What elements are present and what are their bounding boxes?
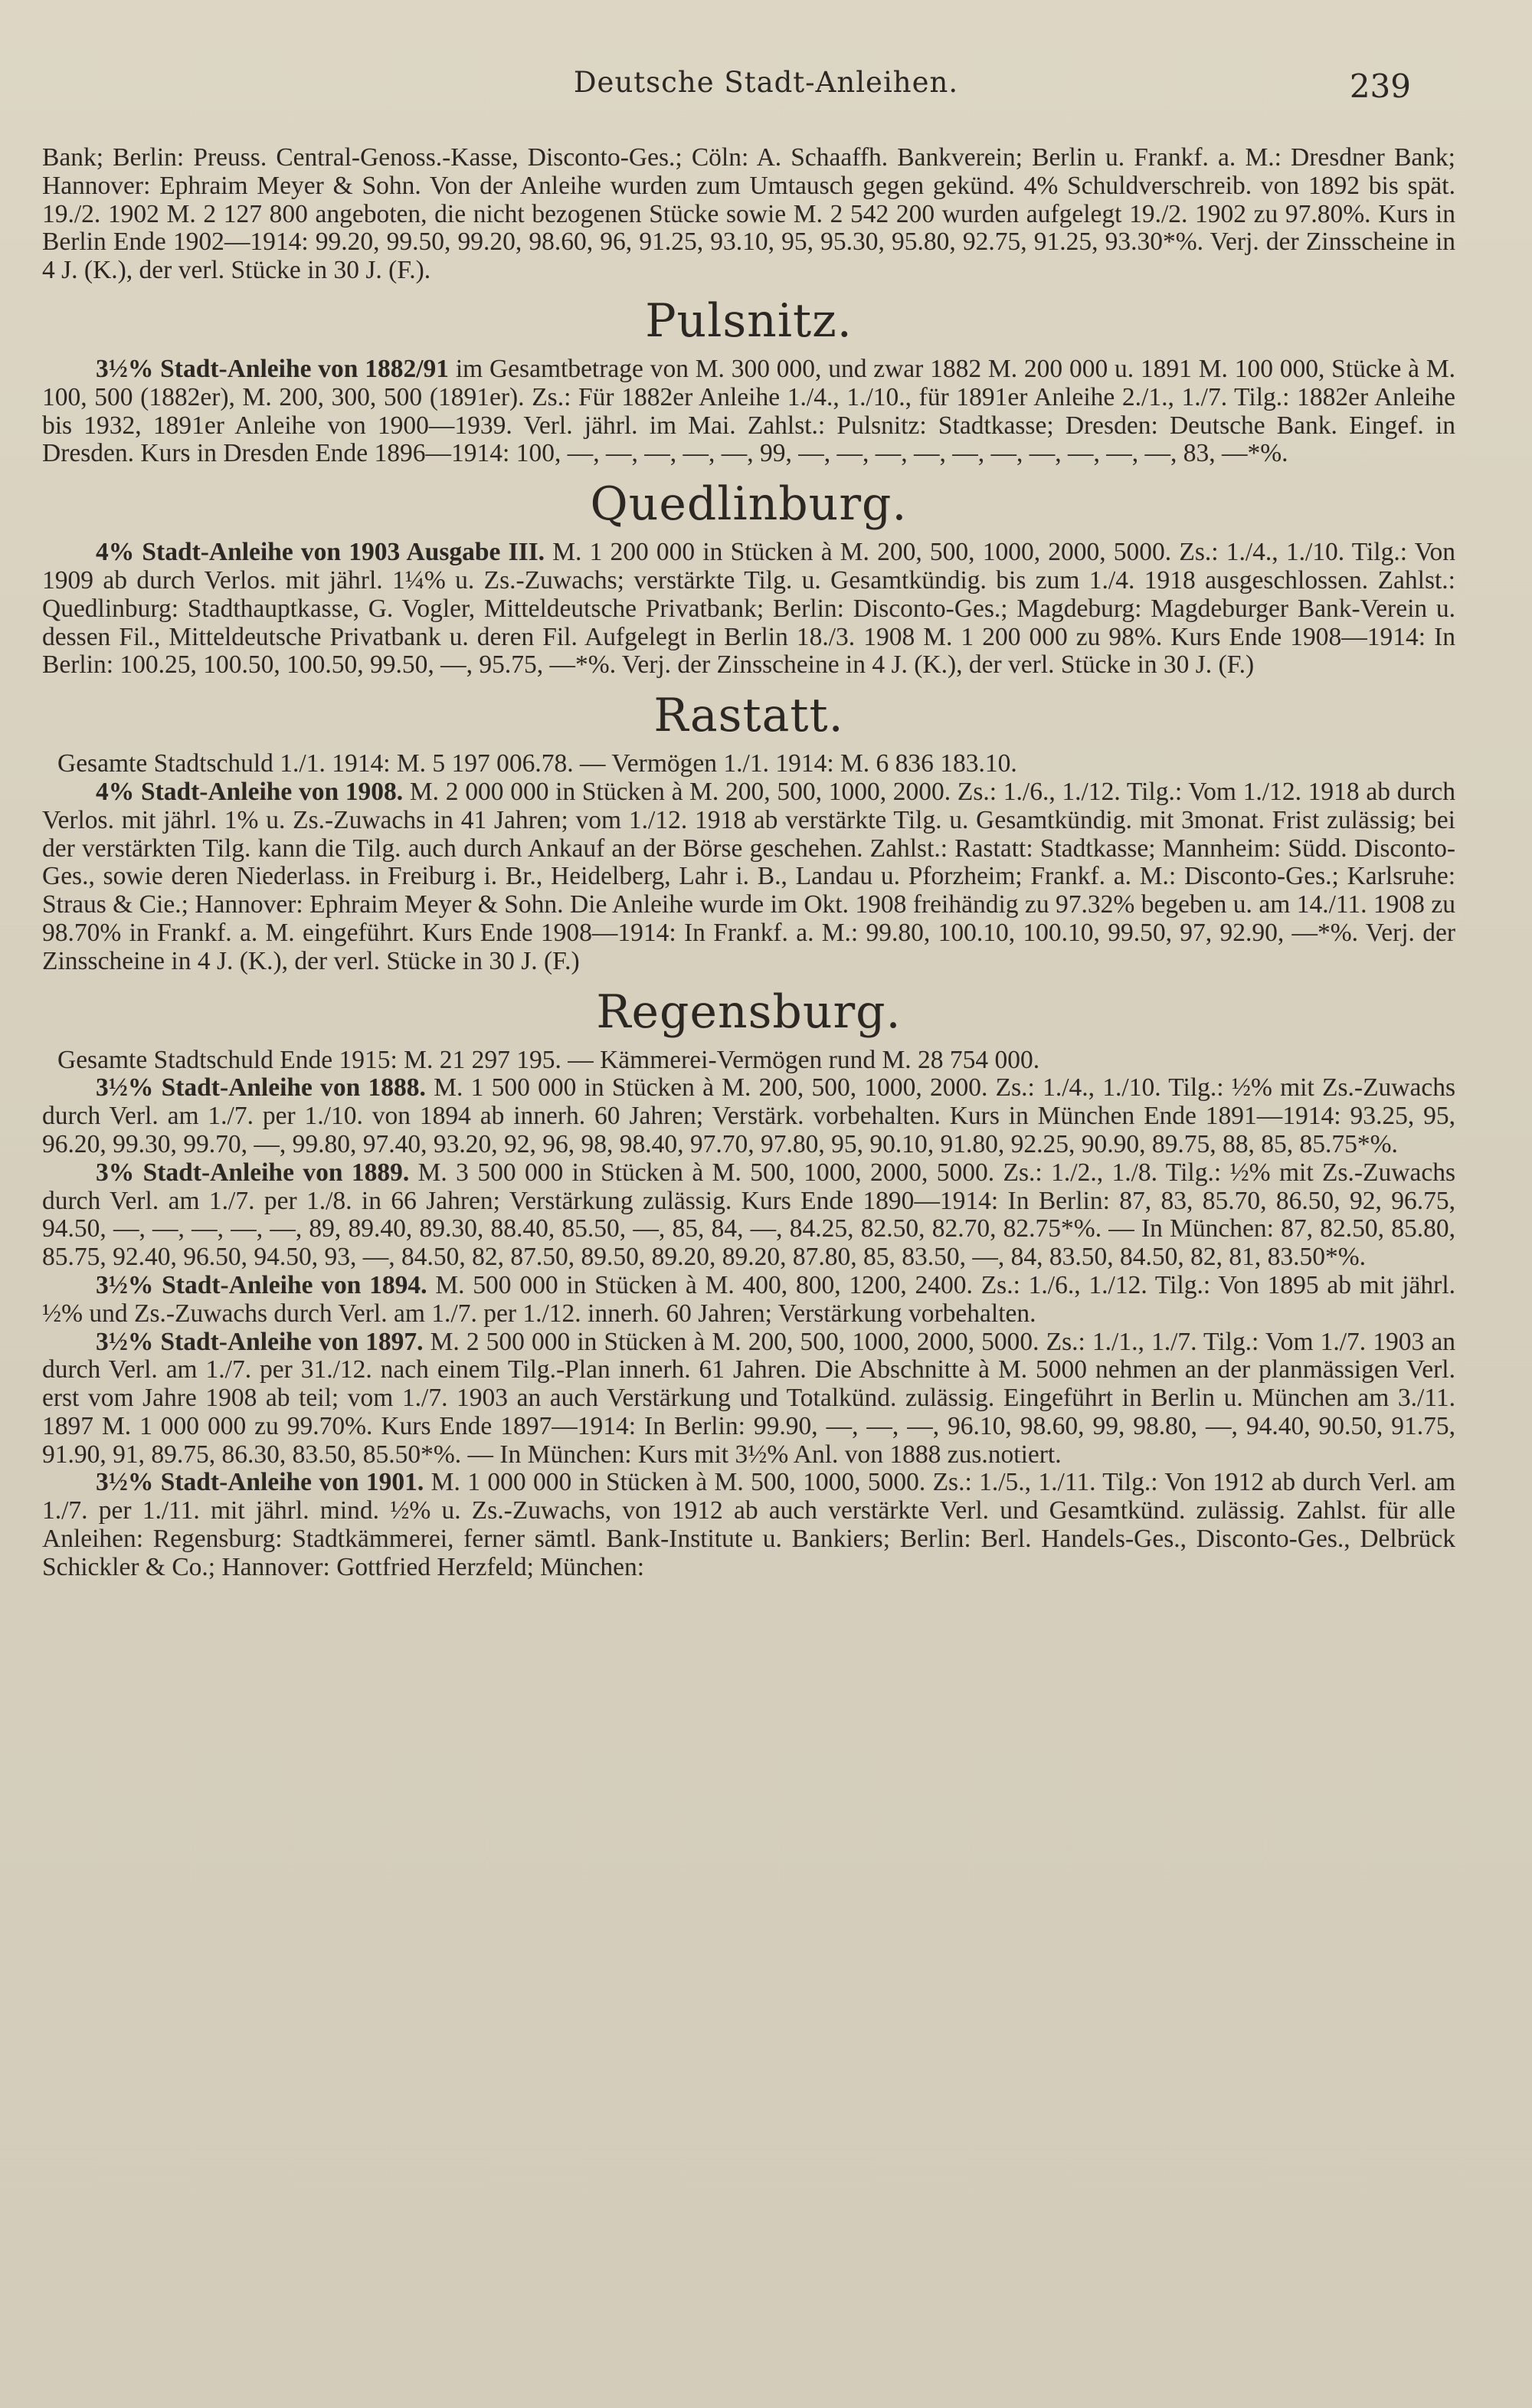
loan-text: M. 1 500 000 in Stücken à M. 200, 500, 1000, 2000. Zs.: 1./4., 1./10. Tilg.: ½% mit Zs.-Zuwachs durch Verl. am 1./7. per 1./10. von 1894 ab innerh. 60 Jahren; Verstärk. vorbehalten. Kurs in München Ende 1891—1914: 93.25, 95, 96.20, 99.30, 99.70, —, 99.80, 97.40, 93.20, 92, 96, 98, 98.40, 97.70, 97.80, 95, 90.10, 91.80, 92.25, 90.90, 89.75, 88, 85, 85.75*%.: [42, 1073, 1455, 1158]
loan-entry: [42, 1074, 1455, 1158]
running-title: Deutsche Stadt-Anleihen.: [573, 66, 959, 99]
city-heading: Pulsnitz.: [645, 293, 853, 348]
loan-text: im Gesamtbetrage von M. 300 000, und zwar 1882 M. 200 000 u. 1891 M. 100 000, Stücke à M. 100, 500 (1882er), M. 200, 300, 500 (1891er). Zs.: Für 1882er Anleihe 1./4., 1./10., für 1891er Anleihe 2./1., 1./7. Tilg.: 1882er Anleihe bis 1932, 1891er Anleihe von 1900—1939. Verl. jährl. im Mai. Zahlst.: Pulsnitz: Stadtkasse; Dresden: Deutsche Bank. Eingef. in Dresden. Kurs in Dresden Ende 1896—1914: 100, —, —, —, —, —, 99, —, —, —, —, —, —, —, —, —, —, 83, —*%.: [42, 354, 1455, 468]
section-regensburg: [42, 984, 1455, 1582]
loan-entry: [42, 778, 1455, 976]
loan-label: 3½% Stadt-Anleihe von 1882/91: [96, 354, 450, 383]
city-heading: Regensburg.: [596, 984, 902, 1039]
loan-entry: [42, 1159, 1455, 1272]
loan-label: 3½% Stadt-Anleihe von 1901.: [96, 1468, 424, 1497]
section-rastatt: [42, 690, 1455, 975]
loan-text: M. 2 500 000 in Stücken à M. 200, 500, 1000, 2000, 5000. Zs.: 1./1., 1./7. Tilg.: Vom 1./7. 1903 an durch Verl. am 1./7. per 31./12. nach einem Tilg.-Plan innerh. 61 Jahren. Die Abschnitte à M. 5000 nehmen an der planmässigen Verl. erst vom Jahre 1908 ab teil; vom 1./7. 1903 an auch Verstärkung und Totalkünd. zulässig. Eingeführt in Berlin u. München am 3./11. 1897 M. 1 000 000 zu 99.70%. Kurs Ende 1897—1914: In Berlin: 99.90, —, —, —, 96.10, 98.60, 99, 98.80, —, 94.40, 90.50, 91.75, 91.90, 91, 89.75, 86.30, 83.50, 85.50*%. — In München: Kurs mit 3½% Anl. von 1888 zus.notiert.: [42, 1327, 1455, 1469]
loan-entry: [42, 355, 1455, 468]
loan-entry: [42, 539, 1455, 680]
section-quedlinburg: [42, 479, 1455, 680]
section-pulsnitz: [42, 293, 1455, 468]
city-heading: Quedlinburg.: [590, 477, 908, 532]
page-body: [42, 144, 1455, 1582]
page-number: 239: [1349, 67, 1411, 105]
loan-text: M. 1 000 000 in Stücken à M. 500, 1000, 5000. Zs.: 1./5., 1./11. Tilg.: Von 1912 ab durch Verl. am 1./7. per 1./11. mit jährl. mind. ½% u. Zs.-Zuwachs, von 1912 ab auch verstärkte Verl. und Gesamtkünd. zulässig. Zahlst. für alle Anleihen: Regensburg: Stadtkämmerei, ferner sämtl. Bank-Institute u. Bankiers; Berlin: Berl. Handels-Ges., Disconto-Ges., Delbrück Schickler & Co.; Hannover: Gottfried Herzfeld; München:: [42, 1468, 1455, 1581]
loan-entry: [42, 1272, 1455, 1328]
debt-statistics: Gesamte Stadtschuld 1./1. 1914: M. 5 197 006.78. — Vermögen 1./1. 1914: M. 6 836 183.10.: [57, 749, 1017, 778]
loan-entry: [42, 1328, 1455, 1469]
debt-statistics: Gesamte Stadtschuld Ende 1915: M. 21 297 195. — Kämmerei-Vermögen rund M. 28 754 000.: [57, 1045, 1040, 1074]
page-header: [0, 66, 1532, 112]
loan-label: 3½% Stadt-Anleihe von 1888.: [96, 1073, 426, 1102]
loan-text: M. 2 000 000 in Stücken à M. 200, 500, 1000, 2000. Zs.: 1./6., 1./12. Tilg.: Vom 1./12. 1918 ab durch Verlos. mit jährl. 1% u. Zs.-Zuwachs in 41 Jahren; vom 1./12. 1918 ab verstärkte Tilg. u. Gesamtkündig. mit 3monat. Frist zulässig; bei der verstärkten Tilg. kann die Tilg. auch durch Ankauf an der Börse geschehen. Zahlst.: Rastatt: Stadtkasse; Mannheim: Südd. Disconto-Ges., sowie deren Niederlass. in Freiburg i. Br., Heidelberg, Lahr i. B., Landau u. Pforzheim; Frankf. a. M.: Disconto-Ges.; Karlsruhe: Straus & Cie.; Hannover: Ephraim Meyer & Sohn. Die Anleihe wurde im Okt. 1908 freihändig zu 97.32% begeben u. am 14./11. 1908 zu 98.70% in Frankf. a. M. eingeführt. Kurs Ende 1908—1914: In Frankf. a. M.: 99.80, 100.10, 100.10, 99.50, 97, 92.90, —*%. Verj. der Zinsscheine in 4 J. (K.), der verl. Stücke in 30 J. (F.): [42, 777, 1455, 975]
loan-label: 3½% Stadt-Anleihe von 1894.: [96, 1270, 427, 1299]
loan-label: 3½% Stadt-Anleihe von 1897.: [96, 1327, 424, 1356]
loan-label: 4% Stadt-Anleihe von 1908.: [96, 777, 404, 806]
city-heading: Rastatt.: [653, 689, 844, 743]
loan-text: M. 3 500 000 in Stücken à M. 500, 1000, 2000, 5000. Zs.: 1./2., 1./8. Tilg.: ½% mit Zs.-Zuwachs durch Verl. am 1./7. per 1./8. in 66 Jahren; Verstärkung zulässig. Kurs Ende 1890—1914: In Berlin: 87, 83, 85.70, 86.50, 92, 96.75, 94.50, —, —, —, —, —, 89, 89.40, 89.30, 88.40, 85.50, —, 85, 84, —, 84.25, 82.50, 82.70, 82.75*%. — In München: 87, 82.50, 85.80, 85.75, 92.40, 96.50, 94.50, 93, —, 84.50, 82, 87.50, 89.50, 89.20, 89.20, 87.80, 85, 83.50, —, 84, 83.50, 84.50, 82, 81, 83.50*%.: [42, 1158, 1455, 1272]
loan-label: 3% Stadt-Anleihe von 1889.: [96, 1158, 410, 1187]
continued-paragraph: Bank; Berlin: Preuss. Central-Genoss.-Kasse, Disconto-Ges.; Cöln: A. Schaaffh. Bankverein; Berlin u. Frankf. a. M.: Dresdner Bank; Hannover: Ephraim Meyer & Sohn. Von der Anleihe wurden zum Umtausch gegen gekünd. 4% Schuldverschreib. von 1892 bis spät. 19./2. 1902 M. 2 127 800 angeboten, die nicht bezogenen Stücke sowie M. 2 542 200 wurden aufgelegt 19./2. 1902 zu 97.80%. Kurs in Berlin Ende 1902—1914: 99.20, 99.50, 99.20, 98.60, 96, 91.25, 93.10, 95, 95.30, 95.80, 92.75, 91.25, 93.30*%. Verj. der Zinsscheine in 4 J. (K.), der verl. Stücke in 30 J. (F.).: [42, 143, 1455, 285]
loan-entry: [42, 1469, 1455, 1581]
loan-text: M. 1 200 000 in Stücken à M. 200, 500, 1000, 2000, 5000. Zs.: 1./4., 1./10. Tilg.: Von 1909 ab durch Verlos. mit jährl. 1¼% u. Zs.-Zuwachs; verstärkte Tilg. u. Gesamtkündig. bis zum 1./4. 1918 ausgeschlossen. Zahlst.: Quedlinburg: Stadthauptkasse, G. Vogler, Mitteldeutsche Privatbank; Berlin: Disconto-Ges.; Magdeburg: Magdeburger Bank-Verein u. dessen Fil., Mitteldeutsche Privatbank u. deren Fil. Aufgelegt in Berlin 18./3. 1908 M. 1 200 000 zu 98%. Kurs Ende 1908—1914: In Berlin: 100.25, 100.50, 100.50, 99.50, —, 95.75, —*%. Verj. der Zinsscheine in 4 J. (K.), der verl. Stücke in 30 J. (F.): [42, 538, 1455, 680]
loan-text: M. 500 000 in Stücken à M. 400, 800, 1200, 2400. Zs.: 1./6., 1./12. Tilg.: Von 1895 ab mit jährl. ½% und Zs.-Zuwachs durch Verl. am 1./7. per 1./12. innerh. 60 Jahren; Verstärkung vorbehalten.: [42, 1270, 1455, 1328]
loan-label: 4% Stadt-Anleihe von 1903 Ausgabe III.: [96, 538, 545, 567]
